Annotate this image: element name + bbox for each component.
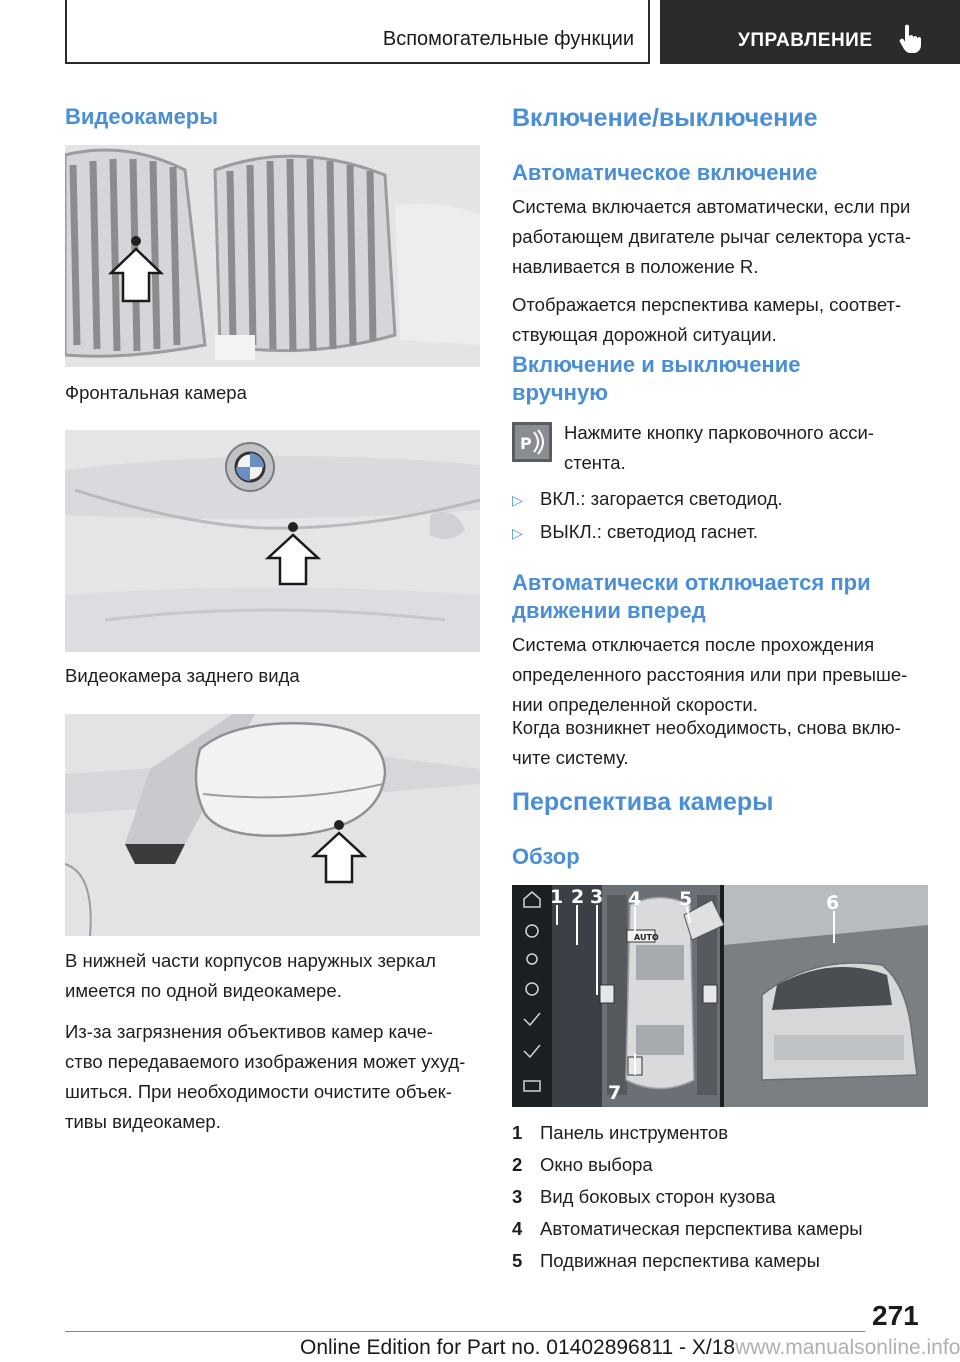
- caption-front-camera: Фронтальная камера: [65, 382, 247, 403]
- header-chapter-tab[interactable]: [660, 0, 960, 64]
- dirt-text-4: тивы видеокамер.: [65, 1111, 221, 1132]
- hand-pointer-icon: [896, 22, 928, 54]
- bullet-off: ▷ ВЫКЛ.: светодиод гаснет.: [512, 521, 759, 542]
- footer-divider: [65, 1331, 865, 1332]
- triangle-bullet-icon: ▷: [512, 492, 523, 508]
- perspective-text-1: Отображается перспектива камеры, соответ-: [512, 294, 902, 315]
- front-camera-photo: [65, 145, 480, 367]
- legend-item: 3 Вид боковых сторон кузова: [512, 1186, 776, 1207]
- header-section-box: [65, 0, 650, 64]
- heading-auto-off-1: Автоматически отключается при: [512, 570, 871, 595]
- header-chapter-label: УПРАВЛЕНИЕ: [738, 30, 873, 51]
- dirt-text-1: Из-за загрязнения объективов камер каче-: [65, 1021, 433, 1042]
- auto-off-text-1: Система отключается после прохождения: [512, 634, 875, 655]
- triangle-bullet-icon: ▷: [512, 525, 523, 541]
- again-text-2: чите систему.: [512, 747, 629, 768]
- dirt-text-2: ство передаваемого изображения может ухуд-: [65, 1051, 466, 1072]
- legend-item: 2 Окно выбора: [512, 1154, 653, 1175]
- footer-watermark: www.manualsonline.info: [735, 1336, 960, 1359]
- screen-label-7: 7: [608, 1082, 622, 1104]
- camera-display-screenshot: [512, 885, 928, 1107]
- legend-item: 5 Подвижная перспектива камеры: [512, 1250, 820, 1271]
- heading-overview: Обзор: [512, 844, 580, 869]
- screen-label-2: 2: [571, 886, 585, 908]
- footer-edition: Online Edition for Part no. 01402896811 - X/18www.manualsonline.info: [300, 1336, 960, 1359]
- park-assist-button-icon: [512, 422, 552, 462]
- perspective-text-2: ствующая дорожной ситуации.: [512, 324, 777, 345]
- mirror-text-1: В нижней части корпусов наружных зеркал: [65, 950, 436, 971]
- rear-camera-photo: [65, 430, 480, 652]
- bullet-on: ▷ ВКЛ.: загорается светодиод.: [512, 488, 783, 509]
- auto-off-text-3: нии определенной скорости.: [512, 694, 758, 715]
- screen-label-3: 3: [590, 886, 604, 908]
- header-section-title: Вспомогательные функции: [382, 28, 634, 50]
- heading-manual-2: вручную: [512, 380, 608, 405]
- screen-label-6: 6: [826, 892, 840, 914]
- auto-on-text-3: навливается в положение R.: [512, 256, 759, 277]
- mirror-camera-photo: [65, 714, 480, 936]
- again-text-1: Когда возникнет необходимость, снова вклю-: [512, 717, 901, 738]
- dirt-text-3: шиться. При необходимости очистите объек-: [65, 1081, 452, 1102]
- screen-auto-label: AUTO: [634, 933, 659, 942]
- legend-item: 1 Панель инструментов: [512, 1122, 729, 1143]
- auto-off-text-2: определенного расстояния или при превыше-: [512, 664, 908, 685]
- heading-auto-on: Автоматическое включение: [512, 160, 818, 185]
- svg-text:P: P: [520, 434, 532, 453]
- button-text-1: Нажмите кнопку парковочного асси-: [564, 422, 874, 443]
- mirror-text-2: имеется по одной видеокамере.: [65, 980, 342, 1001]
- page-number: 271: [872, 1300, 919, 1331]
- screen-label-5: 5: [679, 888, 693, 910]
- button-text-2: стента.: [564, 452, 626, 473]
- heading-camera-perspective: Перспектива камеры: [512, 788, 774, 816]
- heading-video-cameras: Видеокамеры: [65, 104, 219, 129]
- auto-on-text-2: работающем двигателе рычаг селектора уста-: [512, 226, 911, 247]
- auto-on-text-1: Система включается автоматически, если при: [512, 196, 911, 217]
- heading-auto-off-2: движении вперед: [512, 598, 706, 623]
- screen-label-1: 1: [550, 886, 564, 908]
- screen-label-4: 4: [628, 888, 642, 910]
- legend-item: 4 Автоматическая перспектива камеры: [512, 1218, 863, 1239]
- heading-on-off: Включение/выключение: [512, 104, 818, 132]
- caption-rear-camera: Видеокамера заднего вида: [65, 665, 300, 686]
- heading-manual-1: Включение и выключение: [512, 352, 801, 377]
